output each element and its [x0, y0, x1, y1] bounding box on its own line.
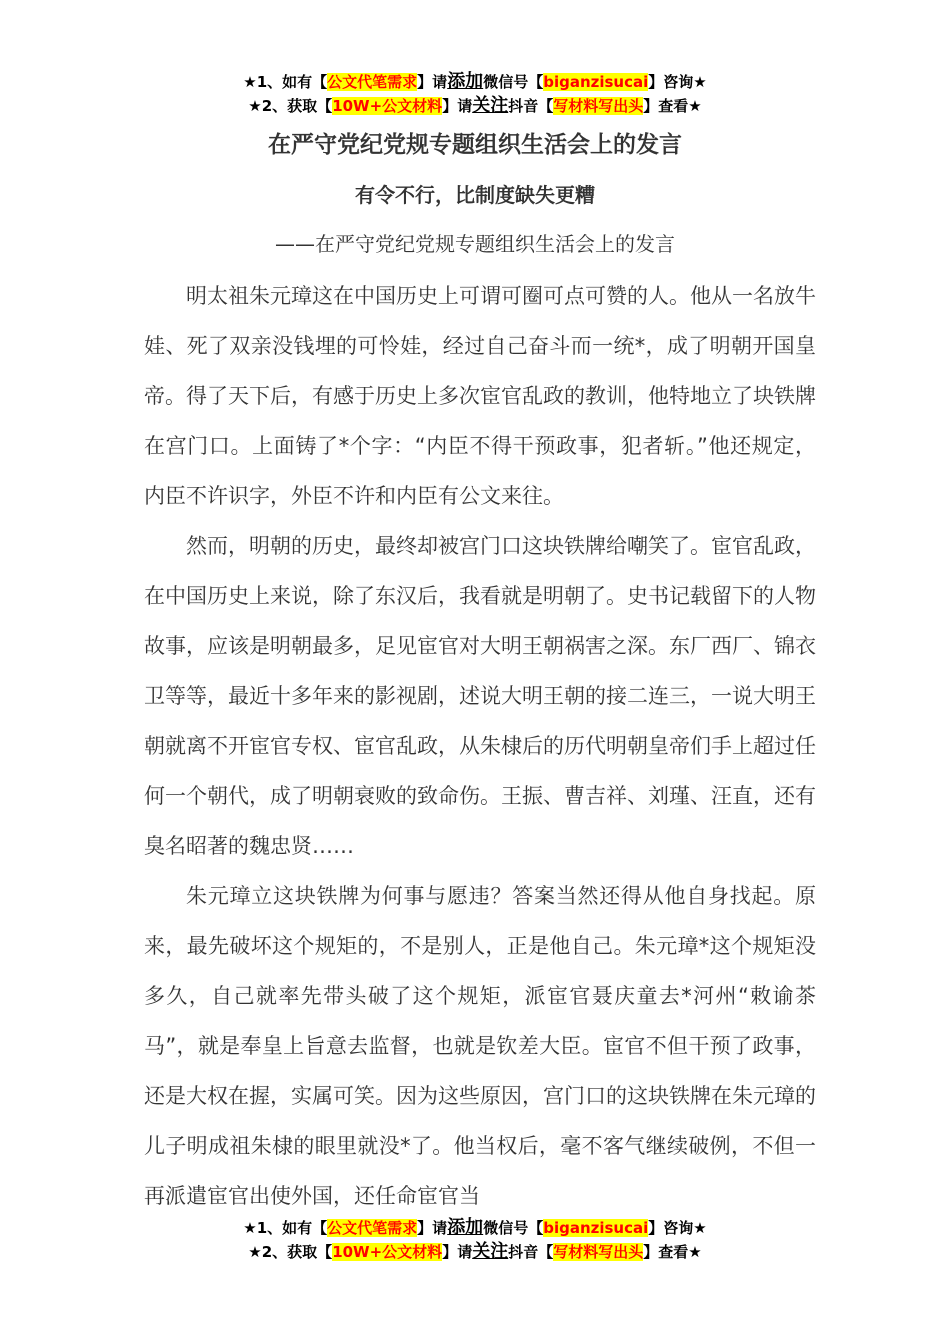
- document-byline: ——在严守党纪党规专题组织生活会上的发言: [275, 232, 675, 256]
- promo-highlight-douyin-account: 写材料写出头: [553, 1243, 644, 1261]
- promo-text: 】请: [417, 1219, 448, 1237]
- promo-line-1: [0, 1216, 950, 1240]
- footer-promo-banner: [0, 1216, 950, 1264]
- document-body: [144, 271, 816, 1221]
- promo-highlight-materials: 10W+公文材料: [332, 97, 443, 115]
- promo-text: 抖音【: [508, 97, 554, 115]
- document-subtitle: 有令不行，比制度缺失更糟: [355, 183, 595, 207]
- promo-text: 】请: [442, 97, 473, 115]
- promo-emphasis-follow: 关注: [472, 95, 509, 116]
- promo-highlight-service: 公文代笔需求: [327, 73, 418, 91]
- promo-text: 微信号【: [483, 1219, 544, 1237]
- promo-highlight-service: 公文代笔需求: [327, 1219, 418, 1237]
- promo-emphasis-add: 添加: [447, 1217, 484, 1238]
- promo-text: 】查看★: [643, 97, 702, 115]
- promo-text: 】咨询★: [648, 73, 707, 91]
- promo-text: 】请: [417, 73, 448, 91]
- promo-emphasis-follow: 关注: [472, 1241, 509, 1262]
- promo-line-1: [0, 70, 950, 94]
- body-paragraph: 明太祖朱元璋这在中国历史上可谓可圈可点可赞的人。他从一名放牛娃、死了双亲没钱埋的可怜娃，经过自己奋斗而一统*，成了明朝开国皇帝。得了天下后，有感于历史上多次宦官乱政的教训，他特地立了块铁牌在宫门口。上面铸了*个字：“内臣不得干预政事，犯者斩。”他还规定，内臣不许识字，外臣不许和内臣有公文来往。: [144, 284, 816, 508]
- promo-text: 抖音【: [508, 1243, 554, 1261]
- promo-text: ★1、如有【: [243, 73, 328, 91]
- promo-text: ★2、获取【: [248, 1243, 333, 1261]
- promo-text: 】请: [442, 1243, 473, 1261]
- promo-line-2: [0, 94, 950, 118]
- document-title: 在严守党纪党规专题组织生活会上的发言: [268, 132, 682, 158]
- promo-emphasis-add: 添加: [447, 71, 484, 92]
- promo-text: 】咨询★: [648, 1219, 707, 1237]
- promo-highlight-douyin-account: 写材料写出头: [553, 97, 644, 115]
- promo-text: ★2、获取【: [248, 97, 333, 115]
- promo-highlight-wechat-id: biganzisucai: [543, 1219, 649, 1237]
- body-paragraph: 然而，明朝的历史，最终却被宫门口这块铁牌给嘲笑了。宦官乱政，在中国历史上来说，除了东汉后，我看就是明朝了。史书记载留下的人物故事，应该是明朝最多，足见宦官对大明王朝祸害之深。东厂西厂、锦衣卫等等，最近十多年来的影视剧，述说大明王朝的接二连三，一说大明王朝就离不开宦官专权、宦官乱政，从朱棣后的历代明朝皇帝们手上超过任何一个朝代，成了明朝衰败的致命伤。王振、曹吉祥、刘瑾、汪直，还有臭名昭著的魏忠贤……: [144, 534, 816, 858]
- body-paragraph: 朱元璋立这块铁牌为何事与愿违？答案当然还得从他自身找起。原来，最先破坏这个规矩的，不是别人，正是他自己。朱元璋*这个规矩没多久，自己就率先带头破了这个规矩，派宦官聂庆童去*河州“敕谕茶马”，就是奉皇上旨意去监督，也就是钦差大臣。宦官不但干预了政事，还是大权在握，实属可笑。因为这些原因，宫门口的这块铁牌在朱元璋的儿子明成祖朱棣的眼里就没*了。他当权后，毫不客气继续破例，不但一再派遣宦官出使外国，还任命宦官当: [144, 884, 816, 1208]
- promo-text: 微信号【: [483, 73, 544, 91]
- promo-text: 】查看★: [643, 1243, 702, 1261]
- promo-text: ★1、如有【: [243, 1219, 328, 1237]
- promo-line-2: [0, 1240, 950, 1264]
- header-promo-banner: [0, 70, 950, 118]
- promo-highlight-materials: 10W+公文材料: [332, 1243, 443, 1261]
- promo-highlight-wechat-id: biganzisucai: [543, 73, 649, 91]
